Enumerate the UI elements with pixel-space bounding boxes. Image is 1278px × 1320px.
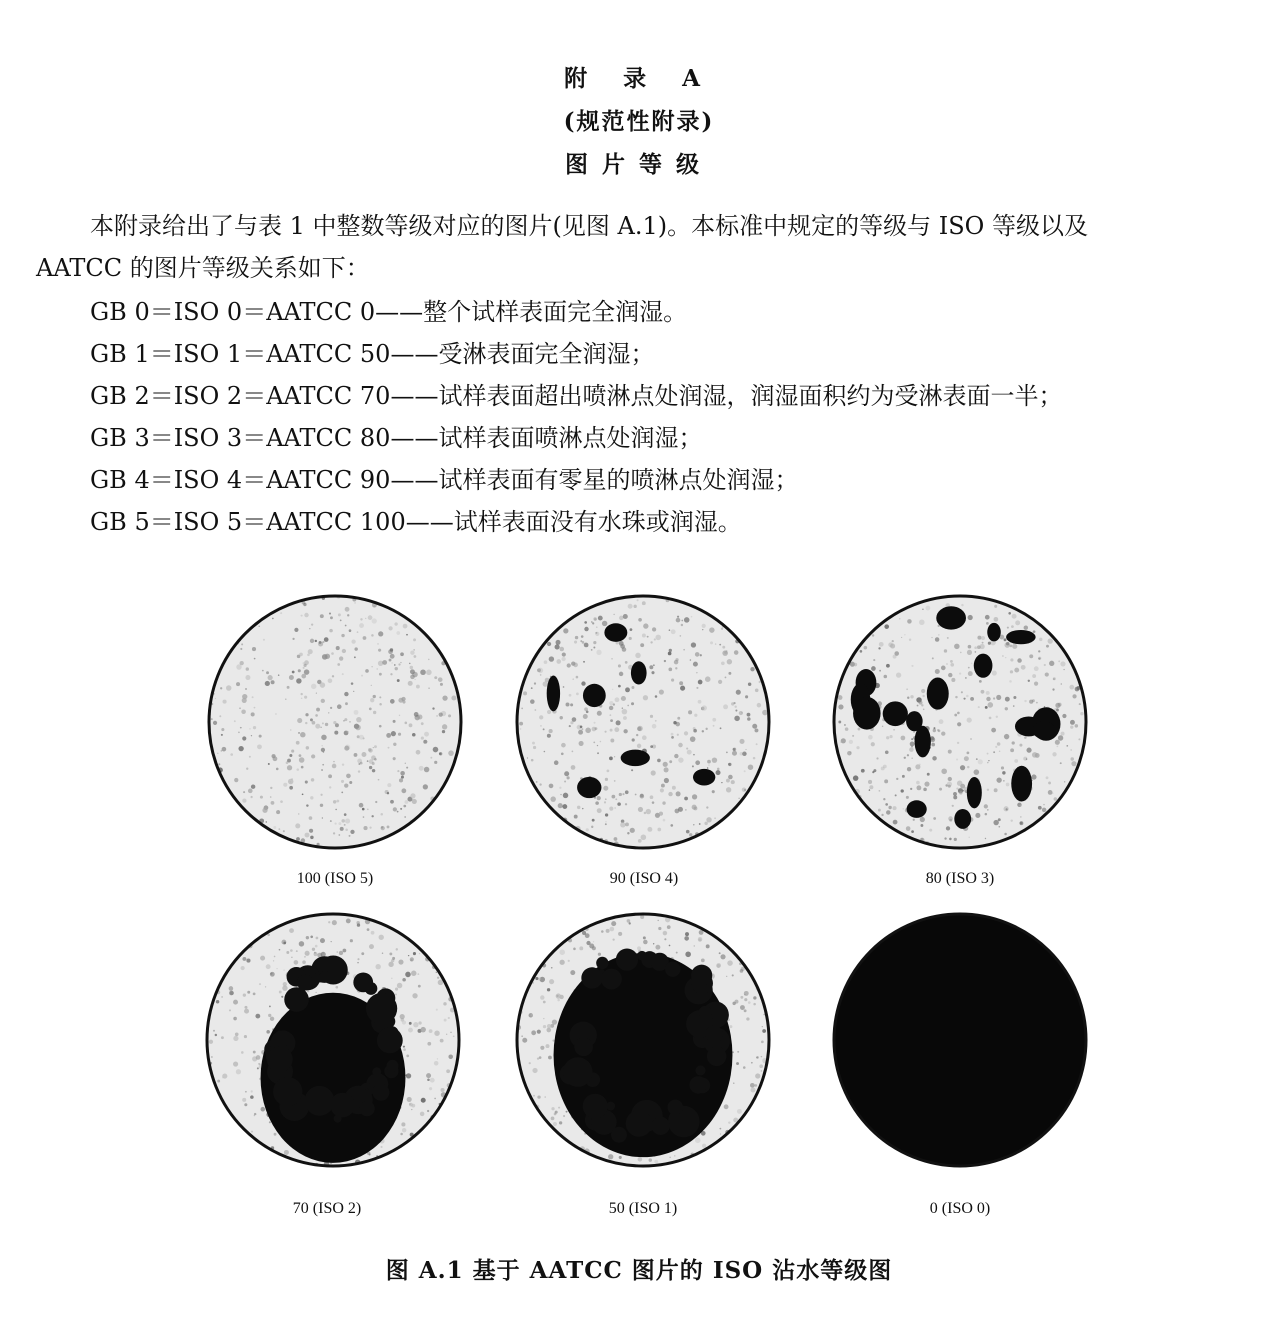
- disc-label: 80 (ISO 3): [925, 870, 995, 887]
- disc-label: 50 (ISO 1): [608, 1200, 678, 1217]
- figure-caption: 图 A.1 基于 AATCC 图片的 ISO 沾水等级图: [385, 1257, 893, 1284]
- appendix-title: 附 录 A: [564, 65, 714, 92]
- spray-disc: [516, 914, 769, 1166]
- grade-line: GB 4＝ISO 4＝AATCC 90——试样表面有零星的喷淋点处润湿；: [90, 466, 799, 494]
- disc-label: 90 (ISO 4): [609, 870, 679, 887]
- grade-line: GB 3＝ISO 3＝AATCC 80——试样表面喷淋点处润湿；: [90, 424, 703, 452]
- disc-label: 70 (ISO 2): [292, 1200, 362, 1217]
- disc-label: 0 (ISO 0): [929, 1200, 991, 1217]
- intro-paragraph-line-1: 本附录给出了与表 1 中整数等级对应的图片(见图 A.1)。本标准中规定的等级与 ISO 等级以及: [90, 212, 1088, 240]
- spray-disc: [517, 596, 769, 848]
- grade-line: GB 5＝ISO 5＝AATCC 100——试样表面没有水珠或润湿。: [90, 508, 742, 536]
- spray-disc: [208, 595, 461, 848]
- grade-line: GB 2＝ISO 2＝AATCC 70——试样表面超出喷淋点处润湿，润湿面积约为受淋表面一半；: [90, 382, 1063, 410]
- intro-paragraph-line-2: AATCC 的图片等级关系如下：: [36, 254, 370, 282]
- appendix-topic: 图片等级: [565, 151, 713, 178]
- disc-label: 100 (ISO 5): [296, 870, 374, 887]
- grade-line: GB 1＝ISO 1＝AATCC 50——受淋表面完全润湿；: [90, 340, 655, 368]
- spray-disc: [207, 914, 459, 1167]
- spray-disc: [834, 596, 1086, 848]
- spray-disc: [834, 914, 1086, 1166]
- appendix-subtitle: (规范性附录): [563, 108, 715, 135]
- grade-line: GB 0＝ISO 0＝AATCC 0——整个试样表面完全润湿。: [90, 298, 688, 326]
